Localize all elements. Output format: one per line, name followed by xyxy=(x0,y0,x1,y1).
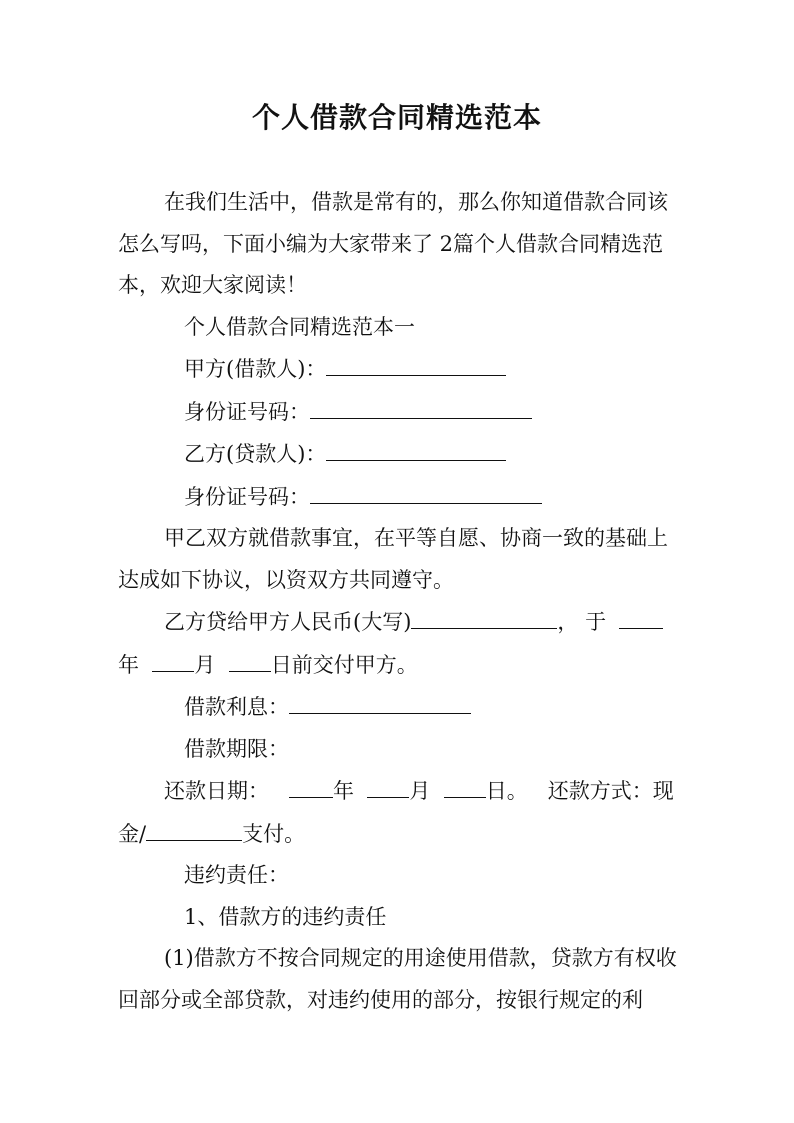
id-a-label: 身份证号码： xyxy=(184,399,310,424)
document-body xyxy=(118,182,678,1021)
repay-paragraph xyxy=(118,770,678,855)
loan-day-text: 日前交付甲方。 xyxy=(270,652,418,677)
loan-paragraph xyxy=(118,601,678,686)
repay-method: 还款方式：现金/ xyxy=(118,779,674,846)
agreement-paragraph: 甲乙双方就借款事宜，在平等自愿、协商一致的基础上达成如下协议，以资双方共同遵守。 xyxy=(118,526,668,592)
party-a-line xyxy=(118,348,678,391)
repay-month-label: 月 xyxy=(409,779,431,803)
breach-item-1: 1、借款方的违约责任 xyxy=(184,904,387,929)
party-b-line xyxy=(118,433,678,476)
loan-yu: ， 于 xyxy=(557,610,607,634)
party-a-label: 甲方(借款人)： xyxy=(184,357,327,381)
party-a-blank[interactable] xyxy=(326,348,506,376)
interest-line xyxy=(118,686,678,729)
breach-item-1-1: (1)借款方不按合同规定的用途使用借款，贷款方有权收回部分或全部贷款，对违约使用的部分，按银行规定的利 xyxy=(118,946,677,1012)
breach-label: 违约责任： xyxy=(184,863,289,887)
repay-year-label: 年 xyxy=(333,779,355,803)
loan-prefix: 乙方贷给甲方人民币(大写) xyxy=(164,610,412,634)
repay-label: 还款日期： xyxy=(164,779,269,803)
id-a-line xyxy=(118,391,678,434)
id-b-label: 身份证号码： xyxy=(184,484,310,509)
repay-day-label: 日。 xyxy=(485,779,528,803)
id-b-line xyxy=(118,476,678,519)
loan-year-blank[interactable] xyxy=(619,601,663,629)
loan-month-blank[interactable] xyxy=(152,644,194,672)
loan-amount-blank[interactable] xyxy=(411,601,557,629)
repay-year-blank[interactable] xyxy=(289,770,333,798)
id-b-blank[interactable] xyxy=(310,476,542,504)
repay-month-blank[interactable] xyxy=(367,770,409,798)
loan-day-blank[interactable] xyxy=(229,644,271,672)
section-title: 个人借款合同精选范本一 xyxy=(184,314,415,339)
interest-label: 借款利息： xyxy=(184,695,289,719)
repay-day-blank[interactable] xyxy=(444,770,486,798)
id-a-blank[interactable] xyxy=(310,391,532,419)
repay-method-blank[interactable] xyxy=(146,813,242,841)
party-b-blank[interactable] xyxy=(326,433,506,461)
repay-method-end: 支付。 xyxy=(242,821,306,846)
party-b-label: 乙方(贷款人)： xyxy=(184,442,327,466)
interest-blank[interactable] xyxy=(289,686,471,714)
intro-paragraph: 在我们生活中，借款是常有的，那么你知道借款合同该怎么写吗，下面小编为大家带来了 2篇个人借款合同精选范本，欢迎大家阅读！ xyxy=(118,190,668,297)
loan-year-label: 年 xyxy=(118,652,139,677)
page-title: 个人借款合同精选范本 xyxy=(251,101,542,134)
term-line: 借款期限： xyxy=(184,736,289,761)
loan-month-label: 月 xyxy=(194,652,216,677)
